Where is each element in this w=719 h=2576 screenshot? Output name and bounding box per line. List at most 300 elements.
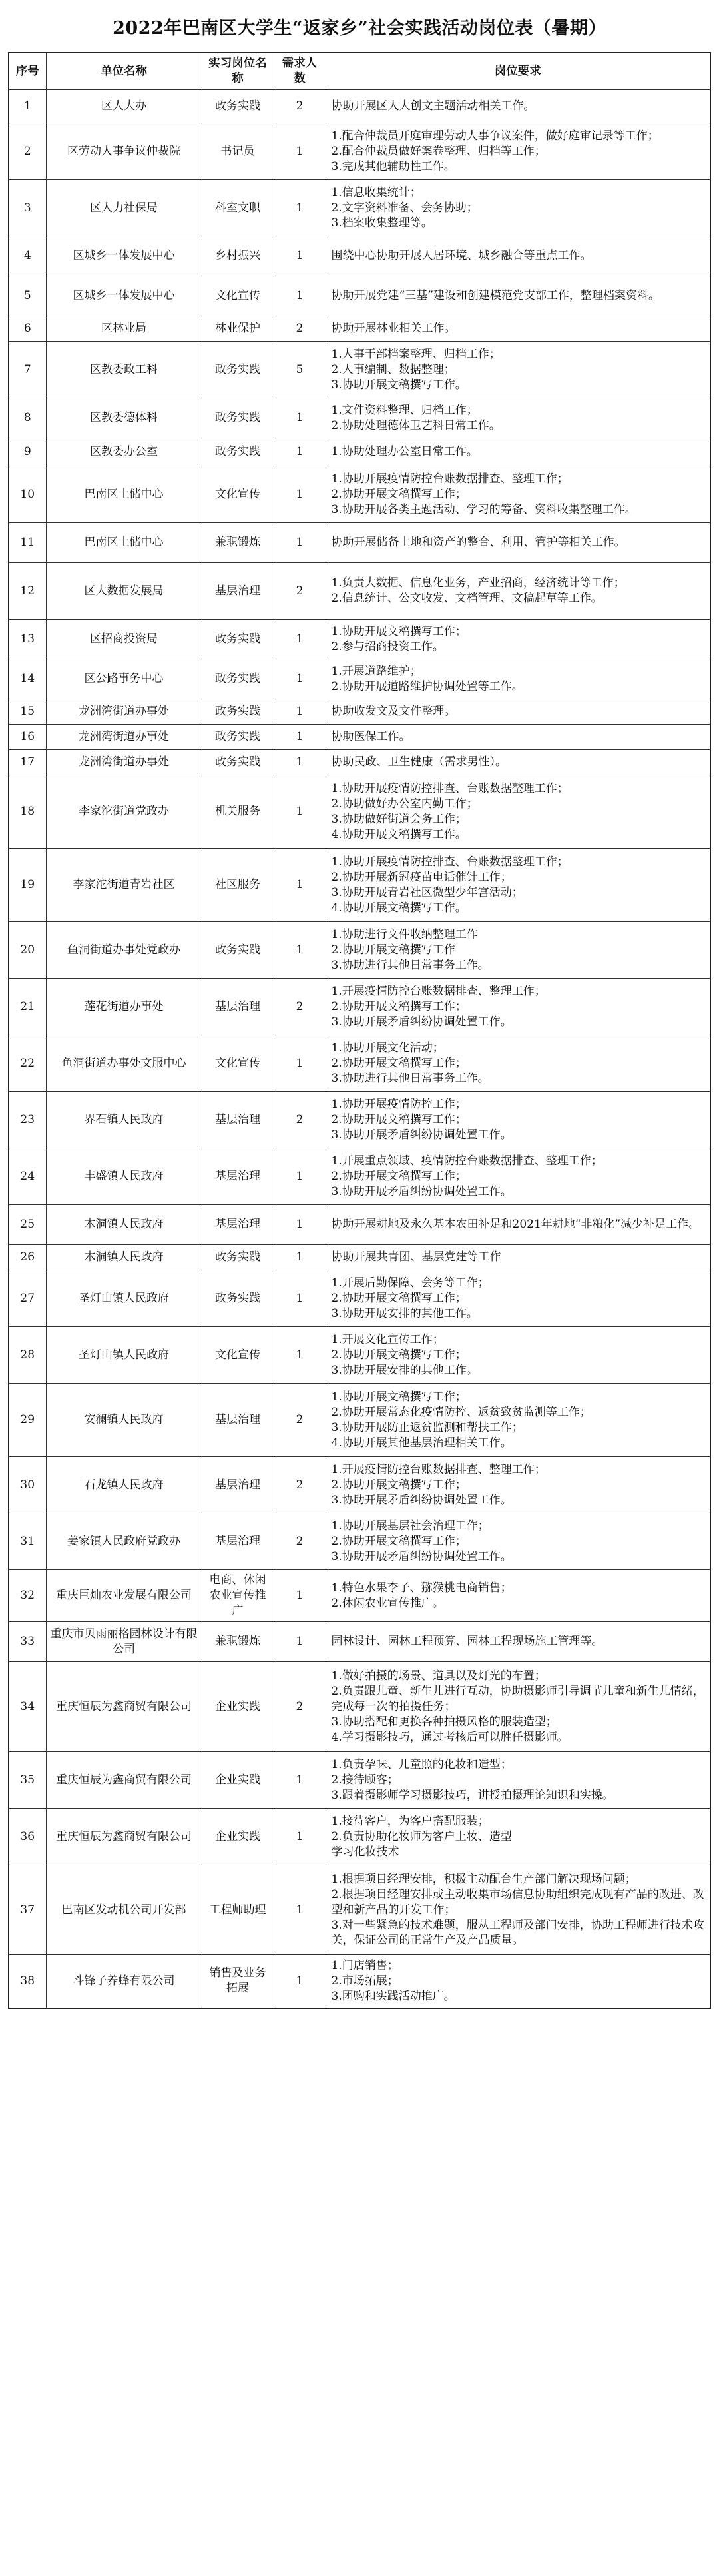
requirement-line: 1.协助开展疫情防控排查、台账数据整理工作；: [331, 781, 569, 795]
header-unit: 单位名称: [46, 53, 202, 90]
requirements: [326, 750, 710, 775]
post-name: 基层治理: [202, 1384, 274, 1457]
row-number: 5: [9, 276, 46, 316]
requirement-line: 2.协助开展文稿撰写工作；: [331, 1348, 467, 1362]
requirements: [326, 1809, 710, 1865]
post-name: 乡村振兴: [202, 236, 274, 276]
requirements: [326, 775, 710, 849]
requirements: [326, 123, 710, 180]
unit-name: 斗锋子养蜂有限公司: [46, 1955, 202, 2008]
post-name: 林业保护: [202, 316, 274, 342]
requirement-line: 围绕中心协助开展人居环境、城乡融合等重点工作。: [331, 249, 592, 262]
post-name: 工程师助理: [202, 1865, 274, 1955]
requirement-line: 2.文字资料准备、会务协助；: [331, 201, 478, 215]
requirement-line: 3.协助进行其他日常事务工作。: [331, 958, 489, 972]
required-count: 1: [274, 1570, 326, 1622]
requirement-line: 1.特色水果李子、猕猴桃电商销售；: [331, 1581, 512, 1595]
requirement-line: 2.信息统计、公文收发、文档管理、文稿起草等工作。: [331, 592, 602, 605]
row-number: 22: [9, 1035, 46, 1092]
post-name: 社区服务: [202, 849, 274, 922]
requirement-line: 2.接待顾客；: [331, 1773, 399, 1787]
requirements: [326, 1148, 710, 1205]
requirement-line: 2.协助开展文稿撰写工作；: [331, 1534, 467, 1548]
table-row: [9, 236, 710, 276]
unit-name: 重庆恒辰为鑫商贸有限公司: [46, 1662, 202, 1752]
unit-name: 圣灯山镇人民政府: [46, 1327, 202, 1384]
requirements: [326, 1384, 710, 1457]
document-title: 2022年巴南区大学生“返家乡”社会实践活动岗位表（暑期）: [113, 18, 606, 39]
table-row: [9, 1035, 710, 1092]
unit-name: 龙洲湾街道办事处: [46, 699, 202, 725]
table-row: [9, 438, 710, 466]
table-row: [9, 1270, 710, 1327]
requirement-line: 协助收发文及文件整理。: [331, 705, 456, 718]
required-count: 1: [274, 1245, 326, 1270]
requirement-line: 1.开展疫情防控台账数据排查、整理工作；: [331, 1462, 546, 1476]
row-number: 31: [9, 1513, 46, 1570]
row-number: 8: [9, 398, 46, 438]
unit-name: 木洞镇人民政府: [46, 1205, 202, 1245]
requirement-line: 1.协助处理办公室日常工作。: [331, 445, 478, 458]
requirements: [326, 1752, 710, 1809]
required-count: 1: [274, 398, 326, 438]
row-number: 4: [9, 236, 46, 276]
required-count: 1: [274, 1955, 326, 2008]
requirement-line: 学习化妆技术: [331, 1845, 399, 1859]
unit-name: 区大数据发展局: [46, 563, 202, 620]
unit-name: 石龙镇人民政府: [46, 1457, 202, 1513]
requirements: [326, 316, 710, 342]
required-count: 1: [274, 1327, 326, 1384]
requirement-line: 2.配合仲裁员做好案卷整理、归档等工作；: [331, 144, 546, 158]
post-name: 政务实践: [202, 922, 274, 979]
unit-name: 龙洲湾街道办事处: [46, 725, 202, 750]
requirement-line: 1.协助开展文化活动；: [331, 1041, 444, 1055]
requirements: [326, 1035, 710, 1092]
row-number: 12: [9, 563, 46, 620]
row-number: 21: [9, 979, 46, 1035]
requirement-line: 协助开展林业相关工作。: [331, 322, 456, 335]
required-count: 1: [274, 922, 326, 979]
requirement-line: 1.做好拍摄的场景、道具以及灯光的布置；: [331, 1669, 546, 1683]
post-name: 政务实践: [202, 342, 274, 398]
unit-name: 李家沱街道青岩社区: [46, 849, 202, 922]
unit-name: 重庆巨灿农业发展有限公司: [46, 1570, 202, 1622]
requirement-line: 3.协助开展各类主题活动、学习的筹备、资料收集整理工作。: [331, 502, 636, 516]
row-number: 2: [9, 123, 46, 180]
post-name: 销售及业务拓展: [202, 1955, 274, 2008]
unit-name: 区教委办公室: [46, 438, 202, 466]
unit-name: 巴南区土储中心: [46, 523, 202, 563]
table-row: [9, 659, 710, 699]
requirement-line: 1.协助开展疫情防控排查、台账数据整理工作；: [331, 855, 569, 869]
table-row: [9, 1955, 710, 2008]
required-count: 1: [274, 438, 326, 466]
table-row: [9, 1245, 710, 1270]
post-name: 书记员: [202, 123, 274, 180]
requirements: [326, 725, 710, 750]
unit-name: 区招商投资局: [46, 620, 202, 659]
table-row: [9, 276, 710, 316]
requirement-line: 3.协助开展防止返贫监测和帮扶工作；: [331, 1420, 523, 1434]
required-count: 1: [274, 1270, 326, 1327]
requirement-line: 2.协助开展文稿撰写工作: [331, 943, 455, 957]
requirement-line: 2.人事编制、数据整理；: [331, 362, 455, 376]
row-number: 23: [9, 1092, 46, 1148]
requirement-line: 协助开展党建“三基”建设和创建模范党支部工作，整理档案资料。: [331, 289, 660, 302]
table-row: [9, 1092, 710, 1148]
table-row: [9, 123, 710, 180]
requirement-line: 1.协助进行文件收纳整理工作: [331, 927, 478, 941]
table-row: [9, 1570, 710, 1622]
row-number: 27: [9, 1270, 46, 1327]
unit-name: 重庆恒辰为鑫商贸有限公司: [46, 1752, 202, 1809]
required-count: 1: [274, 1205, 326, 1245]
row-number: 24: [9, 1148, 46, 1205]
row-number: 20: [9, 922, 46, 979]
requirements: [326, 979, 710, 1035]
required-count: 1: [274, 1865, 326, 1955]
requirement-line: 协助民政、卫生健康（需求男性）。: [331, 755, 507, 769]
table-row: [9, 699, 710, 725]
row-number: 37: [9, 1865, 46, 1955]
requirement-line: 3.完成其他辅助性工作。: [331, 159, 455, 173]
unit-name: 安澜镇人民政府: [46, 1384, 202, 1457]
requirement-line: 2.协助开展文稿撰写工作；: [331, 1478, 467, 1492]
unit-name: 区人力社保局: [46, 180, 202, 236]
requirement-line: 2.根据项目经理安排或主动收集市场信息协助组织完成现有产品的改进、改型和新产品的开发工作；: [331, 1887, 704, 1917]
table-row: [9, 1809, 710, 1865]
post-name: 企业实践: [202, 1662, 274, 1752]
post-name: 基层治理: [202, 1092, 274, 1148]
row-number: 11: [9, 523, 46, 563]
post-name: 政务实践: [202, 725, 274, 750]
requirement-line: 1.门店销售；: [331, 1958, 399, 1972]
post-name: 文化宣传: [202, 276, 274, 316]
post-name: 基层治理: [202, 979, 274, 1035]
required-count: 5: [274, 342, 326, 398]
post-name: 政务实践: [202, 620, 274, 659]
requirement-line: 1.开展文化宣传工作；: [331, 1332, 444, 1346]
table-row: [9, 1148, 710, 1205]
unit-name: 丰盛镇人民政府: [46, 1148, 202, 1205]
requirements: [326, 523, 710, 563]
requirement-line: 1.配合仲裁员开庭审理劳动人事争议案件，做好庭审记录等工作；: [331, 129, 659, 143]
requirement-line: 1.开展后勤保障、会务等工作；: [331, 1276, 489, 1290]
requirements: [326, 1955, 710, 2008]
unit-name: 界石镇人民政府: [46, 1092, 202, 1148]
requirement-line: 2.协助做好办公室内勤工作；: [331, 797, 478, 811]
unit-name: 李家沱街道党政办: [46, 775, 202, 849]
requirement-line: 1.负责孕味、儿童照的化妆和造型；: [331, 1757, 512, 1771]
unit-name: 区公路事务中心: [46, 659, 202, 699]
unit-name: 龙洲湾街道办事处: [46, 750, 202, 775]
table-row: [9, 979, 710, 1035]
row-number: 33: [9, 1622, 46, 1662]
required-count: 1: [274, 276, 326, 316]
table-row: [9, 1384, 710, 1457]
required-count: 2: [274, 563, 326, 620]
requirement-line: 4.学习摄影技巧，通过考核后可以胜任摄影师。: [331, 1730, 569, 1744]
requirement-line: 3.协助开展安排的其他工作。: [331, 1306, 478, 1320]
post-name: 企业实践: [202, 1809, 274, 1865]
requirement-line: 2.休闲农业宣传推广。: [331, 1596, 444, 1610]
row-number: 9: [9, 438, 46, 466]
row-number: 28: [9, 1327, 46, 1384]
post-name: 文化宣传: [202, 1035, 274, 1092]
post-name: 兼职锻炼: [202, 523, 274, 563]
requirements: [326, 699, 710, 725]
row-number: 7: [9, 342, 46, 398]
post-name: 文化宣传: [202, 466, 274, 523]
post-name: 政务实践: [202, 659, 274, 699]
table-row: [9, 342, 710, 398]
requirement-line: 3.协助开展矛盾纠纷协调处置工作。: [331, 1184, 512, 1198]
unit-name: 鱼洞街道办事处文服中心: [46, 1035, 202, 1092]
required-count: 1: [274, 523, 326, 563]
requirement-line: 1.根据项目经理安排，积极主动配合生产部门解决现场问题；: [331, 1872, 636, 1886]
row-number: 18: [9, 775, 46, 849]
requirement-line: 3.协助开展矛盾纠纷协调处置工作。: [331, 1128, 512, 1142]
requirements: [326, 90, 710, 123]
requirement-line: 2.协助开展文稿撰写工作；: [331, 1056, 467, 1070]
post-name: 政务实践: [202, 1245, 274, 1270]
required-count: 1: [274, 620, 326, 659]
post-name: 科室文职: [202, 180, 274, 236]
requirements: [326, 1327, 710, 1384]
post-name: 政务实践: [202, 398, 274, 438]
requirements: [326, 398, 710, 438]
table-row: [9, 750, 710, 775]
requirement-line: 1.协助开展文稿撰写工作；: [331, 624, 467, 638]
requirement-line: 3.对一些紧急的技术难题，服从工程师及部门安排，协助工程师进行技术攻关，保证公司的正常生产及产品质量。: [331, 1918, 704, 1947]
requirement-line: 园林设计、园林工程预算、园林工程现场施工管理等。: [331, 1635, 603, 1648]
table-row: [9, 725, 710, 750]
header-post: 实习岗位名称: [202, 53, 274, 90]
unit-name: 区城乡一体发展中心: [46, 236, 202, 276]
requirement-line: 3.协助进行其他日常事务工作。: [331, 1071, 489, 1085]
table-row: [9, 1865, 710, 1955]
table-row: [9, 1622, 710, 1662]
unit-name: 区林业局: [46, 316, 202, 342]
table-row: [9, 1457, 710, 1513]
requirement-line: 1.文件资料整理、归档工作；: [331, 403, 478, 417]
row-number: 34: [9, 1662, 46, 1752]
requirements: [326, 563, 710, 620]
post-name: 电商、休闲农业宣传推广: [202, 1570, 274, 1622]
requirement-line: 4.协助开展文稿撰写工作。: [331, 901, 467, 915]
required-count: 1: [274, 1035, 326, 1092]
unit-name: 木洞镇人民政府: [46, 1245, 202, 1270]
table-row: [9, 922, 710, 979]
table-row: [9, 466, 710, 523]
required-count: 1: [274, 236, 326, 276]
requirement-line: 1.信息收集统计；: [331, 185, 421, 199]
post-name: 文化宣传: [202, 1327, 274, 1384]
requirements: [326, 659, 710, 699]
requirements: [326, 1662, 710, 1752]
post-name: 基层治理: [202, 1457, 274, 1513]
required-count: 1: [274, 725, 326, 750]
post-name: 政务实践: [202, 1270, 274, 1327]
requirement-line: 2.协助处理德体卫艺科日常工作。: [331, 418, 501, 432]
requirements: [326, 1092, 710, 1148]
table-row: [9, 316, 710, 342]
requirement-line: 1.协助开展文稿撰写工作；: [331, 1390, 467, 1404]
requirements: [326, 1865, 710, 1955]
table-row: [9, 90, 710, 123]
requirement-line: 2.协助开展文稿撰写工作；: [331, 1112, 467, 1126]
required-count: 1: [274, 775, 326, 849]
requirement-line: 2.市场拓展；: [331, 1974, 399, 1988]
required-count: 1: [274, 466, 326, 523]
required-count: 1: [274, 180, 326, 236]
post-name: 机关服务: [202, 775, 274, 849]
required-count: 1: [274, 1622, 326, 1662]
requirement-line: 1.开展重点领域、疫情防控台账数据排查、整理工作；: [331, 1154, 602, 1168]
unit-name: 巴南区发动机公司开发部: [46, 1865, 202, 1955]
header-no: 序号: [9, 53, 46, 90]
post-name: 政务实践: [202, 750, 274, 775]
requirement-line: 2.负责跟儿童、新生儿进行互动，协助摄影师引导调节儿童和新生儿情绪，完成每一次的拍摄任务；: [331, 1684, 704, 1713]
requirements: [326, 342, 710, 398]
requirement-line: 3.协助开展文稿撰写工作。: [331, 378, 467, 392]
requirements: [326, 438, 710, 466]
post-name: 政务实践: [202, 90, 274, 123]
post-name: 政务实践: [202, 438, 274, 466]
requirement-line: 2.协助开展新冠疫苗电话催针工作；: [331, 870, 512, 884]
row-number: 29: [9, 1384, 46, 1457]
requirements: [326, 849, 710, 922]
required-count: 1: [274, 123, 326, 180]
post-name: 基层治理: [202, 1513, 274, 1570]
requirement-line: 2.协助开展常态化疫情防控、返贫致贫监测等工作；: [331, 1405, 591, 1419]
requirement-line: 2.参与招商投资工作。: [331, 640, 444, 653]
row-number: 13: [9, 620, 46, 659]
unit-name: 姜家镇人民政府党政办: [46, 1513, 202, 1570]
row-number: 32: [9, 1570, 46, 1622]
requirements: [326, 922, 710, 979]
row-number: 17: [9, 750, 46, 775]
required-count: 2: [274, 90, 326, 123]
requirement-line: 3.档案收集整理等。: [331, 216, 433, 230]
requirements: [326, 180, 710, 236]
requirement-line: 3.协助搭配和更换各种拍摄风格的服装造型；: [331, 1715, 557, 1729]
table-row: [9, 1327, 710, 1384]
table-row: [9, 398, 710, 438]
required-count: 2: [274, 316, 326, 342]
requirements: [326, 276, 710, 316]
requirement-line: 3.跟着摄影师学习摄影技巧，讲授拍摄理论知识和实操。: [331, 1788, 614, 1802]
required-count: 1: [274, 1752, 326, 1809]
requirement-line: 3.协助开展矛盾纠纷协调处置工作。: [331, 1493, 512, 1507]
required-count: 1: [274, 659, 326, 699]
requirement-line: 协助开展共青团、基层党建等工作: [331, 1250, 501, 1264]
header-count: 需求人数: [274, 53, 326, 90]
requirement-line: 1.开展道路维护；: [331, 664, 421, 678]
requirements: [326, 466, 710, 523]
header-requirements: 岗位要求: [326, 53, 710, 90]
requirement-line: 3.协助开展矛盾纠纷协调处置工作。: [331, 1549, 512, 1563]
row-number: 26: [9, 1245, 46, 1270]
requirements: [326, 1245, 710, 1270]
required-count: 1: [274, 699, 326, 725]
row-number: 15: [9, 699, 46, 725]
unit-name: 重庆市贝雨丽格园林设计有限公司: [46, 1622, 202, 1662]
unit-name: 区人大办: [46, 90, 202, 123]
row-number: 16: [9, 725, 46, 750]
table-body: [9, 90, 710, 2008]
requirement-line: 协助医保工作。: [331, 730, 411, 743]
requirement-line: 3.协助做好街道会务工作；: [331, 812, 467, 826]
required-count: 2: [274, 979, 326, 1035]
row-number: 1: [9, 90, 46, 123]
required-count: 2: [274, 1457, 326, 1513]
required-count: 2: [274, 1384, 326, 1457]
row-number: 30: [9, 1457, 46, 1513]
table-row: [9, 775, 710, 849]
unit-name: 区教委德体科: [46, 398, 202, 438]
unit-name: 巴南区土储中心: [46, 466, 202, 523]
required-count: 1: [274, 1148, 326, 1205]
unit-name: 莲花街道办事处: [46, 979, 202, 1035]
requirements: [326, 1622, 710, 1662]
unit-name: 区城乡一体发展中心: [46, 276, 202, 316]
requirement-line: 1.人事干部档案整理、归档工作；: [331, 347, 501, 361]
table-row: [9, 563, 710, 620]
requirement-line: 1.协助开展基层社会治理工作；: [331, 1519, 489, 1533]
table-header-row: [9, 53, 710, 90]
table-row: [9, 523, 710, 563]
row-number: 35: [9, 1752, 46, 1809]
requirements: [326, 1270, 710, 1327]
required-count: 1: [274, 750, 326, 775]
table-row: [9, 1513, 710, 1570]
requirement-line: 3.协助开展青岩社区微型少年宫活动；: [331, 885, 523, 899]
post-name: 政务实践: [202, 699, 274, 725]
requirement-line: 2.协助开展文稿撰写工作；: [331, 487, 467, 501]
table-row: [9, 620, 710, 659]
row-number: 25: [9, 1205, 46, 1245]
requirements: [326, 1205, 710, 1245]
requirement-line: 3.协助开展矛盾纠纷协调处置工作。: [331, 1015, 512, 1029]
row-number: 19: [9, 849, 46, 922]
row-number: 36: [9, 1809, 46, 1865]
post-name: 基层治理: [202, 563, 274, 620]
requirement-line: 1.协助开展疫情防控台账数据排查、整理工作；: [331, 472, 569, 486]
required-count: 2: [274, 1092, 326, 1148]
requirement-line: 1.协助开展疫情防控工作；: [331, 1097, 467, 1111]
table-row: [9, 1662, 710, 1752]
requirements: [326, 620, 710, 659]
required-count: 2: [274, 1662, 326, 1752]
row-number: 14: [9, 659, 46, 699]
required-count: 2: [274, 1513, 326, 1570]
requirement-line: 2.协助开展文稿撰写工作；: [331, 1169, 467, 1183]
requirements: [326, 1513, 710, 1570]
table-row: [9, 1205, 710, 1245]
requirement-line: 协助开展区人大创文主题活动相关工作。: [331, 99, 535, 113]
requirement-line: 2.协助开展文稿撰写工作；: [331, 1291, 467, 1305]
requirements: [326, 1457, 710, 1513]
requirement-line: 3.团购和实践活动推广。: [331, 1989, 455, 2003]
requirement-line: 2.负责协助化妆师为客户上妆、造型: [331, 1829, 512, 1843]
table-row: [9, 1752, 710, 1809]
post-name: 企业实践: [202, 1752, 274, 1809]
post-name: 基层治理: [202, 1148, 274, 1205]
required-count: 1: [274, 1809, 326, 1865]
requirement-line: 4.协助开展其他基层治理相关工作。: [331, 1436, 512, 1450]
